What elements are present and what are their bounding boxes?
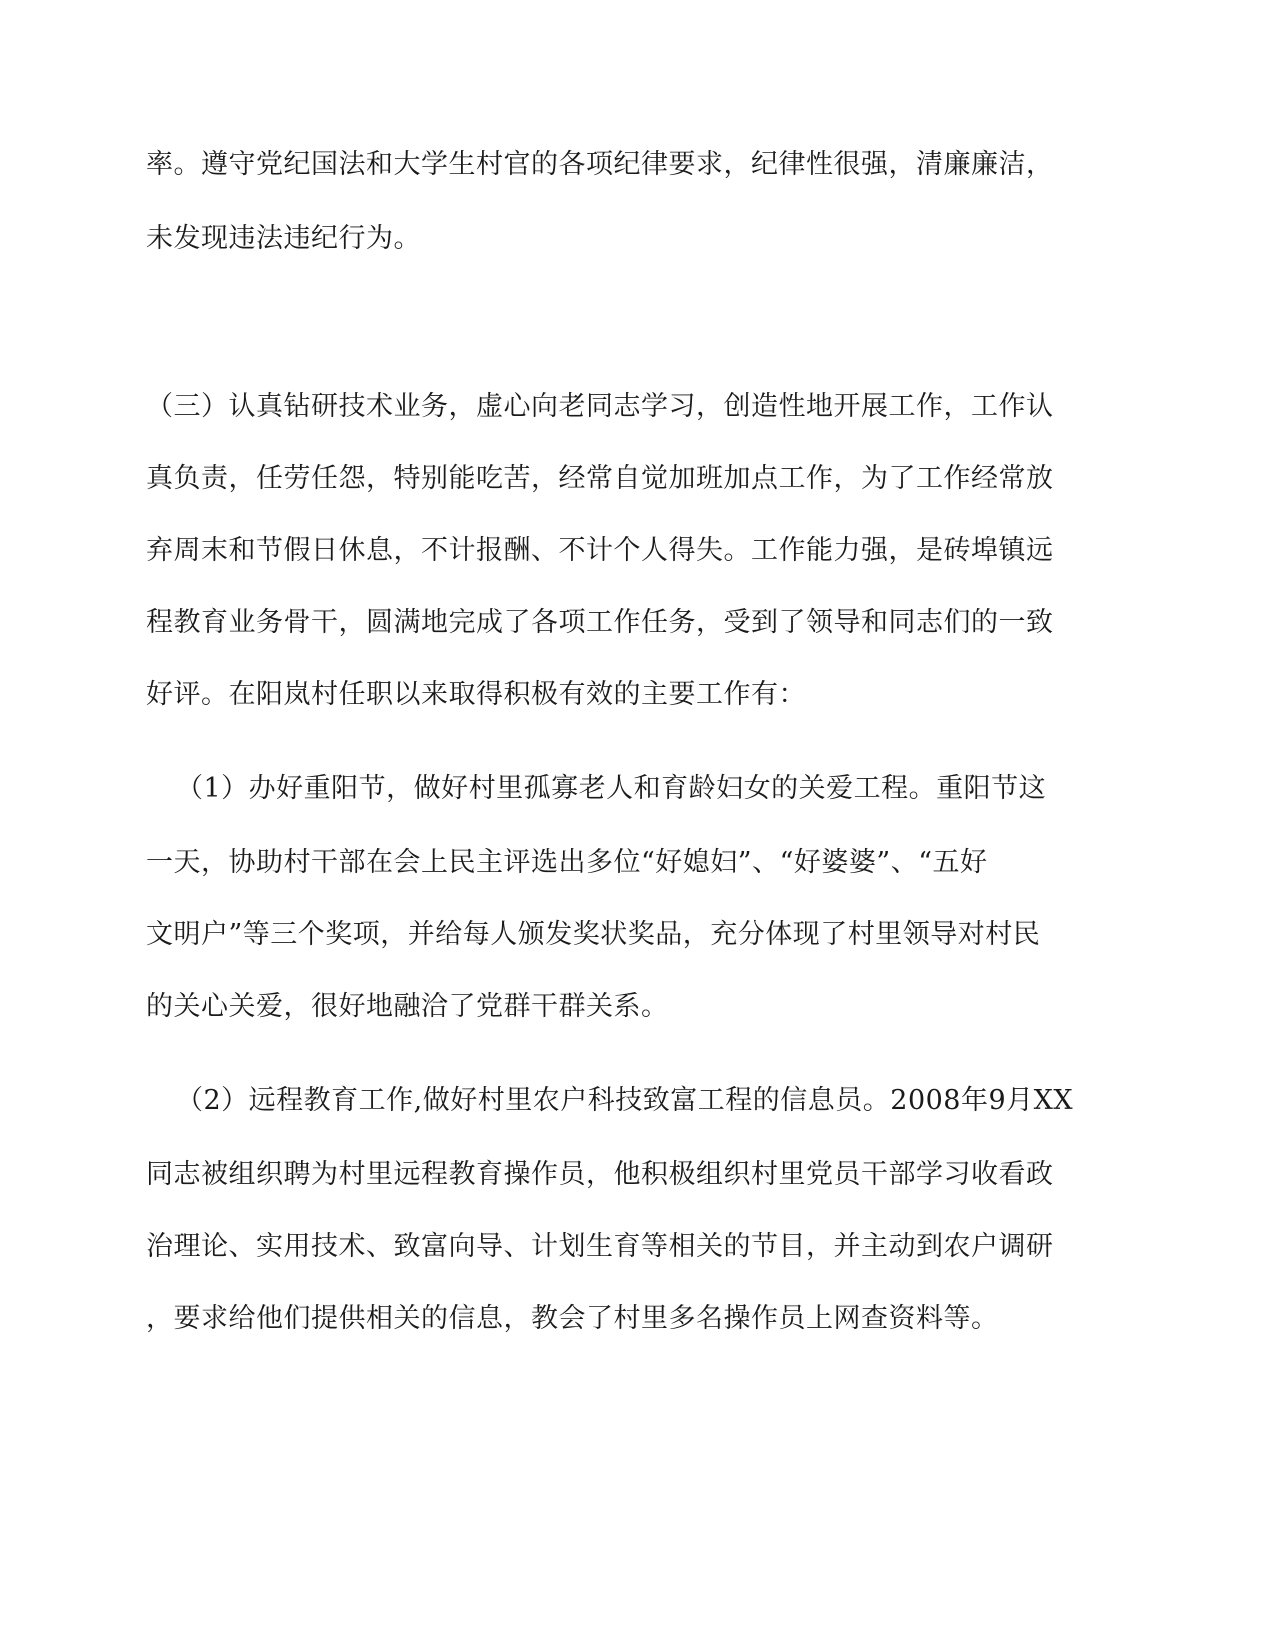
text-line: ，要求给他们提供相关的信息，教会了村里多名操作员上网查资料等。 [146, 1303, 999, 1334]
text-line: 文明户”等三个奖项，并给每人颁发奖状奖品，充分体现了村里领导对村民 [146, 919, 1041, 950]
text-line: （三）认真钻研技术业务，虚心向老同志学习，创造性地开展工作，工作认 [146, 391, 1054, 422]
text-line: 未发现违法违纪行为。 [146, 223, 421, 254]
text-line: 率。遵守党纪国法和大学生村官的各项纪律要求，纪律性很强，清廉廉洁， [146, 149, 1054, 180]
text-line: 好评。在阳岚村任职以来取得积极有效的主要工作有： [146, 679, 806, 710]
text-line: （2）远程教育工作,做好村里农户科技致富工程的信息员。2008年9月XX [176, 1085, 1074, 1116]
text-line: 真负责，任劳任怨，特别能吃苦，经常自觉加班加点工作，为了工作经常放 [146, 463, 1054, 494]
text-line: 一天，协助村干部在会上民主评选出多位“好媳妇”、“好婆婆”、“五好 [146, 847, 988, 878]
text-line: 弃周末和节假日休息，不计报酬、不计个人得失。工作能力强，是砖埠镇远 [146, 535, 1054, 566]
text-line: （1）办好重阳节，做好村里孤寡老人和育龄妇女的关爱工程。重阳节这 [176, 773, 1047, 804]
text-line: 治理论、实用技术、致富向导、计划生育等相关的节目，并主动到农户调研 [146, 1231, 1054, 1262]
text-line: 程教育业务骨干，圆满地完成了各项工作任务，受到了领导和同志们的一致 [146, 607, 1054, 638]
text-line: 的关心关爱，很好地融洽了党群干群关系。 [146, 991, 669, 1022]
text-line: 同志被组织聘为村里远程教育操作员，他积极组织村里党员干部学习收看政 [146, 1159, 1054, 1190]
